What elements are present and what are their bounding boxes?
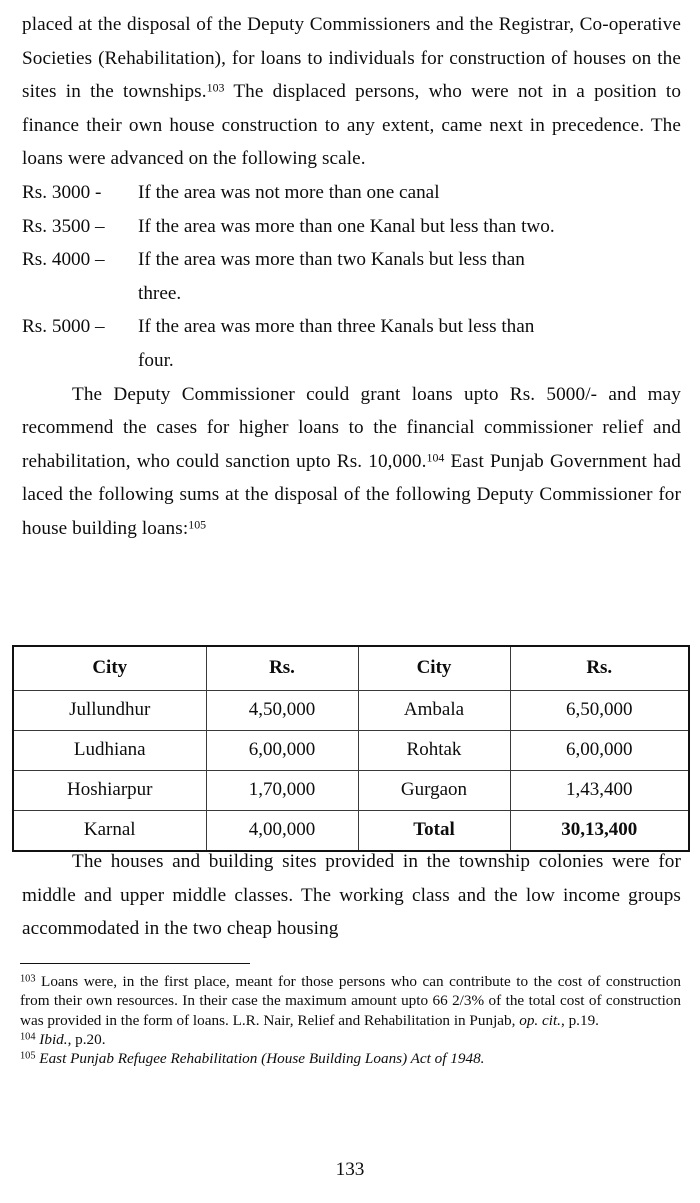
table-header-rs-right: Rs. [510, 646, 689, 691]
loan-condition-continuation: three. [138, 282, 182, 304]
footnote-marker-103: 103 [206, 80, 225, 95]
table-cell-amount-left: 4,50,000 [206, 691, 358, 731]
loan-condition: If the area was more than one Kanal but less than two. [138, 215, 555, 237]
footnote-103-text-b: , p.19. [560, 1011, 599, 1029]
loan-amount: Rs. 5000 – [22, 316, 105, 338]
footnote-104-text-b: , p.20. [67, 1030, 106, 1048]
footnote-105 [20, 1049, 681, 1068]
paragraph-township-colonies: The houses and building sites provided in the township colonies were for middle and upper middle classes. The working class and the low income groups accommodated in the two cheap housing [22, 851, 681, 940]
table-cell-amount-left: 1,70,000 [206, 771, 358, 811]
loan-condition: If the area was more than three Kanals but less than [138, 316, 535, 338]
table-cell-amount-right: 1,43,400 [510, 771, 689, 811]
table-cell-amount-right: 6,50,000 [510, 691, 689, 731]
loan-scale-item [22, 243, 681, 277]
table-cell-amount-right: 6,00,000 [510, 731, 689, 771]
footnote-marker-105: 105 [188, 517, 207, 532]
table-cell-city-left: Karnal [13, 811, 206, 852]
loan-scale-item [22, 210, 681, 244]
table-header-rs-left: Rs. [206, 646, 358, 691]
table-cell-total-amount: 30,13,400 [510, 811, 689, 852]
paragraph-dc-text-b: East Punjab Government had laced the following sums at the disposal of the following Deputy Commissioner for house building loans: [22, 450, 681, 539]
post-table-text-block [22, 845, 681, 946]
footnote-separator-rule [20, 963, 250, 964]
loan-condition-continuation: four. [138, 349, 174, 371]
footnote-103-text-a: Loans were, in the first place, meant for those persons who can contribute to the cost of construction from their own resources. In their case the maximum amount upto 66 2/3% of the total cost of construction was provided in the form of loans. L.R. Nair, Relief and Rehabilitation in Punjab, [20, 973, 681, 1029]
footnotes-section [20, 963, 681, 1068]
loan-amount: Rs. 3500 – [22, 215, 105, 237]
footnote-103 [20, 972, 681, 1030]
footnote-104 [20, 1030, 681, 1049]
table-row [13, 771, 689, 811]
paragraph-deputy-commissioner [22, 378, 681, 546]
loan-amount: Rs. 3000 - [22, 181, 102, 203]
footnote-marker-104: 104 [426, 450, 445, 465]
table-row [13, 691, 689, 731]
footnote-104-italic: Ibid. [39, 1030, 68, 1048]
paragraph-opening [22, 8, 681, 176]
house-building-loans-table-wrapper [12, 645, 688, 852]
loan-condition: If the area was more than two Kanals but less than [138, 249, 525, 271]
paragraph-opening-text-b: The displaced persons, who were not in a position to finance their own house construction to any extent, came next in precedence. The loans were advanced on the following scale. [22, 81, 682, 170]
table-cell-amount-left: 6,00,000 [206, 731, 358, 771]
table-cell-city-right: Ambala [358, 691, 510, 731]
footnote-105-italic: East Punjab Refugee Rehabilitation (House Building Loans) Act of 1948. [39, 1050, 485, 1068]
paragraph-opening-text-a: placed at the disposal of the Deputy Commissioners and the Registrar, Co-operative Societies (Rehabilitation), for loans to individuals for construction of houses on the sites in the townships. [22, 14, 681, 103]
table-header-city-left: City [13, 646, 206, 691]
footnote-103-marker: 103 [20, 973, 36, 985]
loan-scale-item [22, 176, 681, 210]
paragraph-dc-text-a: The Deputy Commissioner could grant loans upto Rs. 5000/- and may recommend the cases for higher loans to the financial commissioner relief and rehabilitation, who could sanction upto Rs. 10,000. [22, 383, 681, 472]
table-cell-amount-left: 4,00,000 [206, 811, 358, 852]
page-number: 133 [335, 1159, 365, 1180]
table-cell-city-left: Ludhiana [13, 731, 206, 771]
house-building-loans-table [12, 645, 690, 852]
table-cell-total-label: Total [358, 811, 510, 852]
footnote-104-marker: 104 [20, 1031, 36, 1043]
loan-condition: If the area was not more than one canal [138, 181, 440, 203]
table-cell-city-left: Hoshiarpur [13, 771, 206, 811]
footnote-105-marker: 105 [20, 1050, 36, 1062]
main-text-block [22, 8, 681, 546]
table-cell-city-right: Rohtak [358, 731, 510, 771]
footnote-103-italic: op. cit. [519, 1011, 561, 1029]
loan-scale-item [22, 310, 681, 344]
loan-scale-list [22, 176, 681, 378]
table-header-city-right: City [358, 646, 510, 691]
table-cell-city-right: Gurgaon [358, 771, 510, 811]
loan-amount: Rs. 4000 – [22, 249, 105, 271]
table-row [13, 731, 689, 771]
table-header-row [13, 646, 689, 691]
table-cell-city-left: Jullundhur [13, 691, 206, 731]
